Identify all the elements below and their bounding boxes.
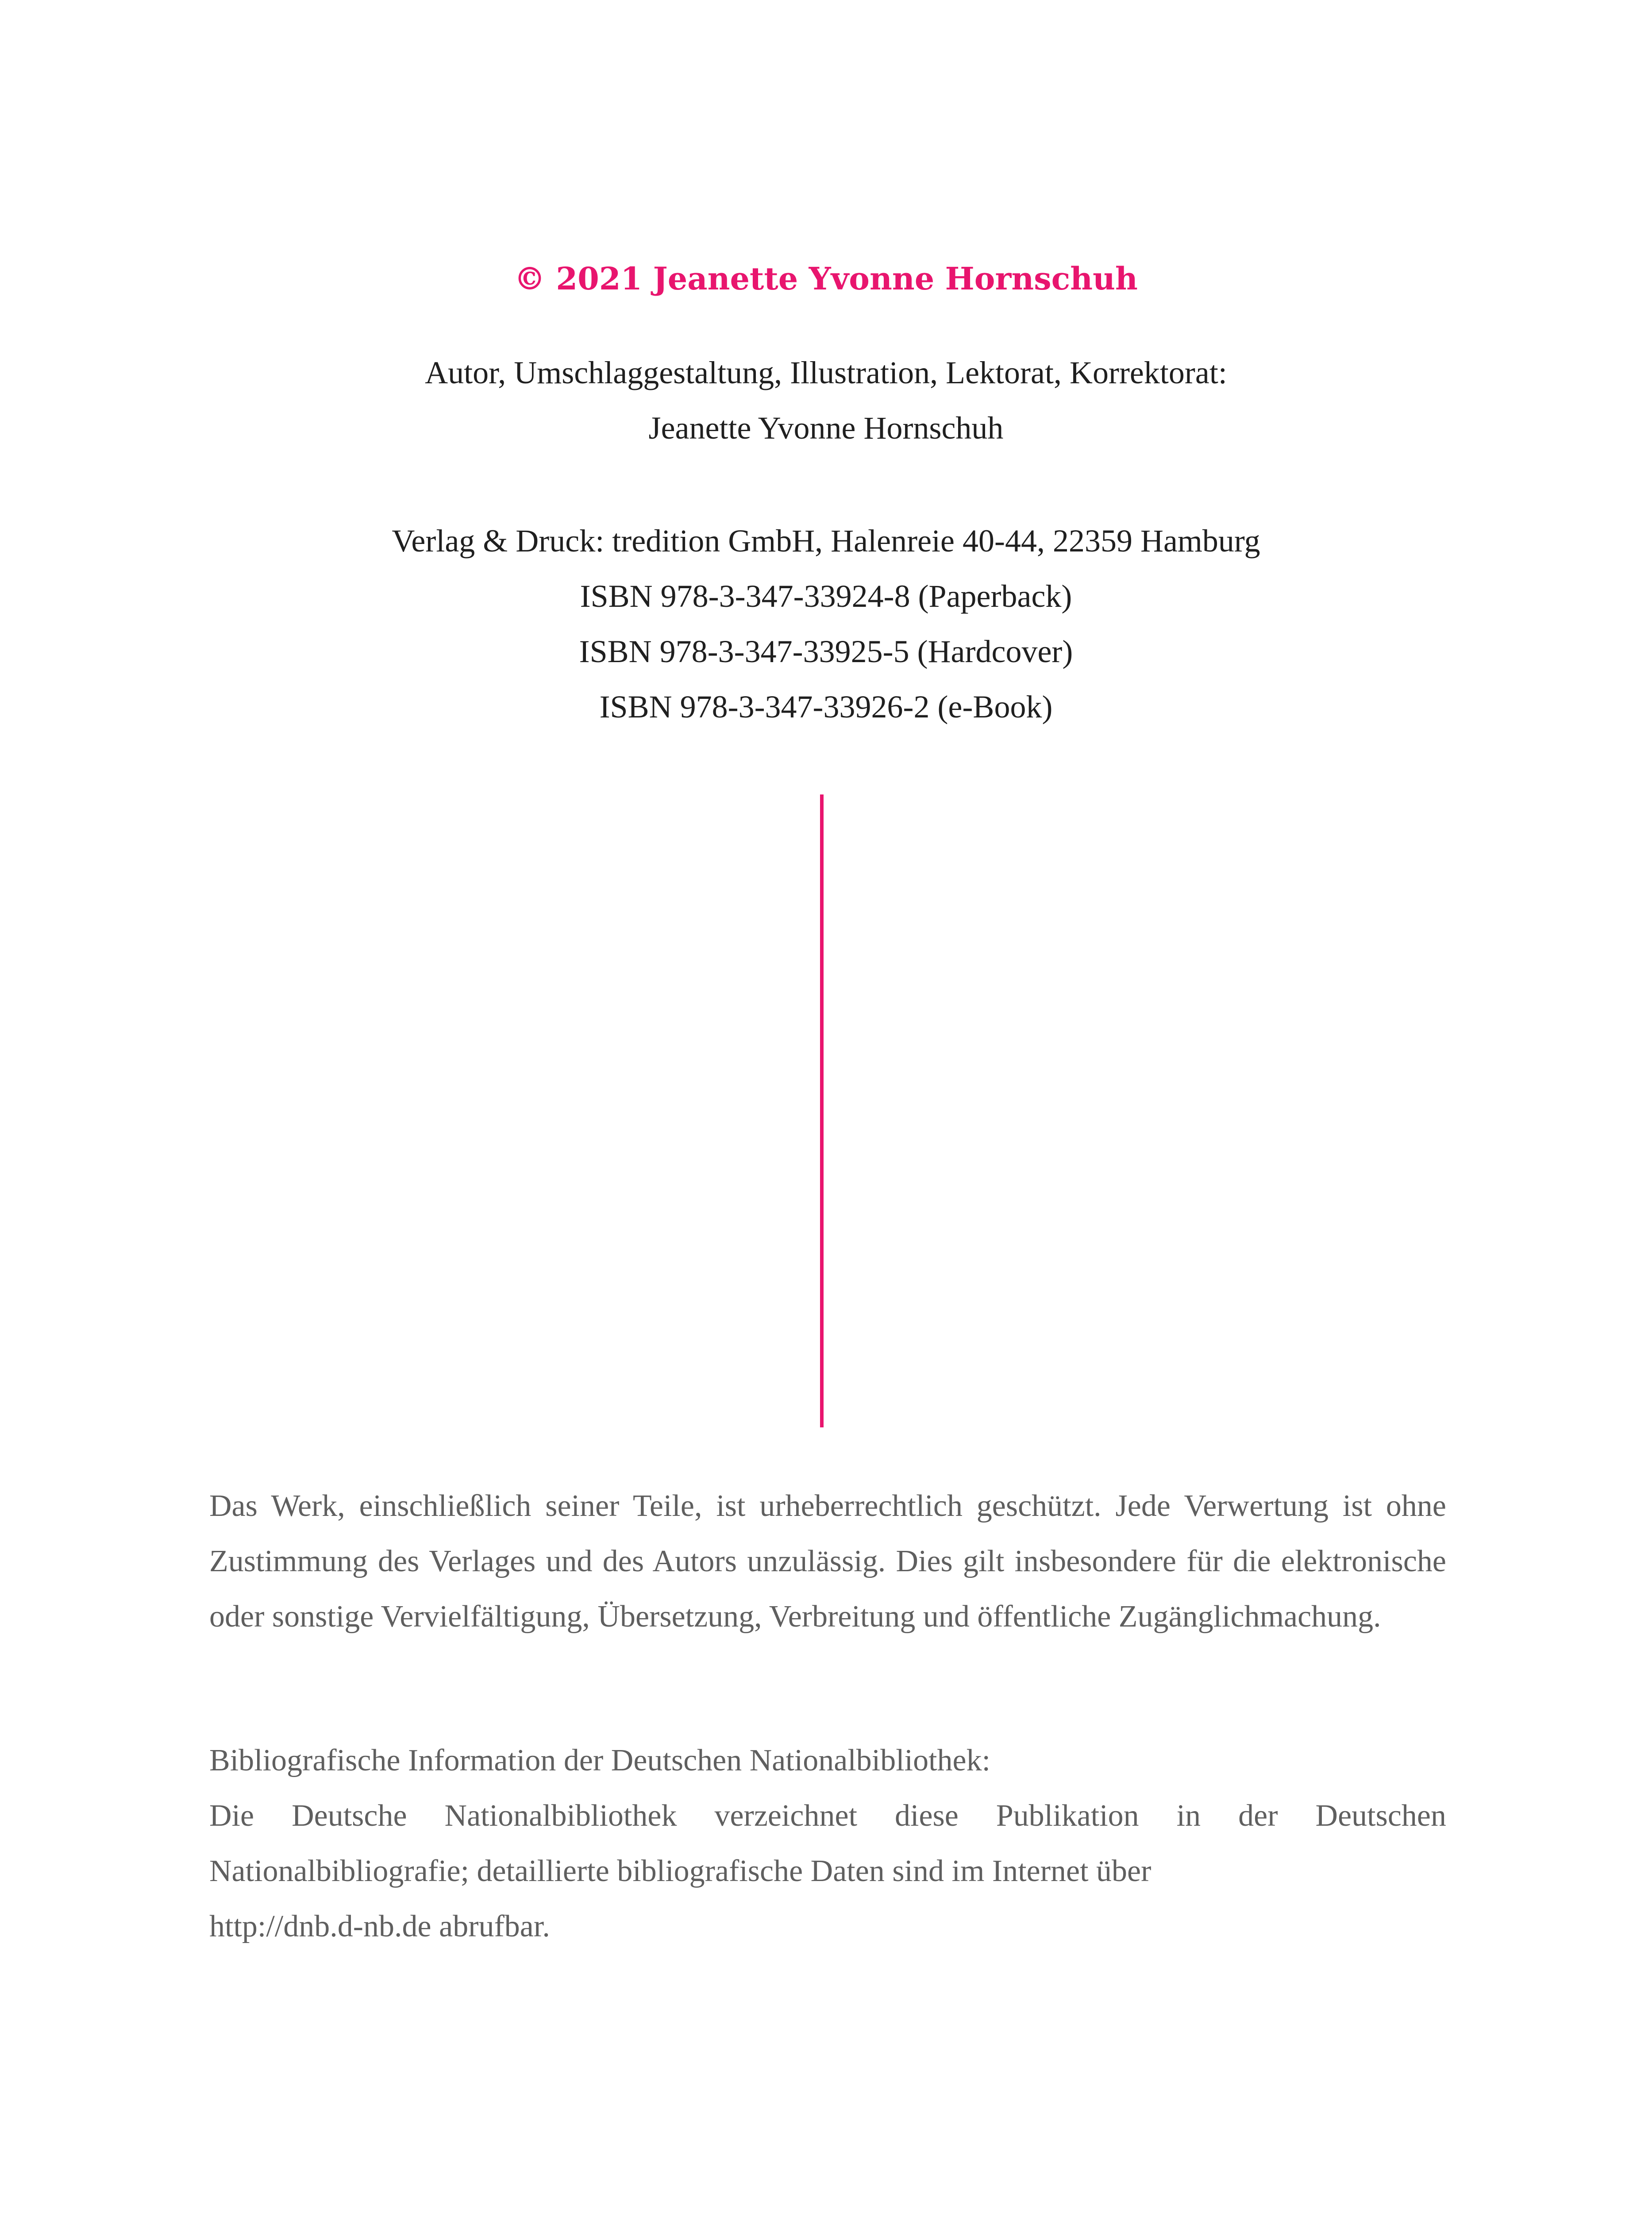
bibliographic-block <box>209 1733 1446 1954</box>
copyright-notice: © 2021 Jeanette Yvonne Hornschuh <box>514 260 1138 297</box>
credits-block <box>0 345 1652 456</box>
credits-name: Jeanette Yvonne Hornschuh <box>648 410 1004 446</box>
legal-notice-text: Das Werk, einschließlich seiner Teile, ist urheberrechtlich geschützt. Jede Verwertung ist ohne Zustimmung des Verlages und des Autors unzulässig. Dies gilt insbesondere für die elektronische oder sonstige Vervielfältigung, Übersetzung, Verbreitung und öffentliche Zugänglichmachung. <box>209 1489 1446 1634</box>
legal-notice-block <box>209 1478 1446 1644</box>
isbn-ebook: ISBN 978-3-347-33926-2 (e-Book) <box>599 689 1053 725</box>
bibliographic-url: http://dnb.d-nb.de abrufbar. <box>209 1909 550 1943</box>
credits-roles: Autor, Umschlaggestaltung, Illustration, Lektorat, Korrektorat: <box>425 355 1227 390</box>
publisher-block <box>0 513 1652 735</box>
isbn-hardcover: ISBN 978-3-347-33925-5 (Hardcover) <box>579 634 1073 669</box>
isbn-paperback: ISBN 978-3-347-33924-8 (Paperback) <box>580 578 1072 614</box>
bibliographic-heading: Bibliografische Information der Deutschen Nationalbibliothek: <box>209 1743 991 1777</box>
vertical-divider <box>820 794 824 1427</box>
publisher-line: Verlag & Druck: tredition GmbH, Halenreie 40-44, 22359 Hamburg <box>392 523 1260 559</box>
bibliographic-text: Die Deutsche Nationalbibliothek verzeichnet diese Publikation in der Deutschen Nationalbibliografie; detaillierte bibliografische Daten sind im Internet über <box>209 1799 1446 1888</box>
